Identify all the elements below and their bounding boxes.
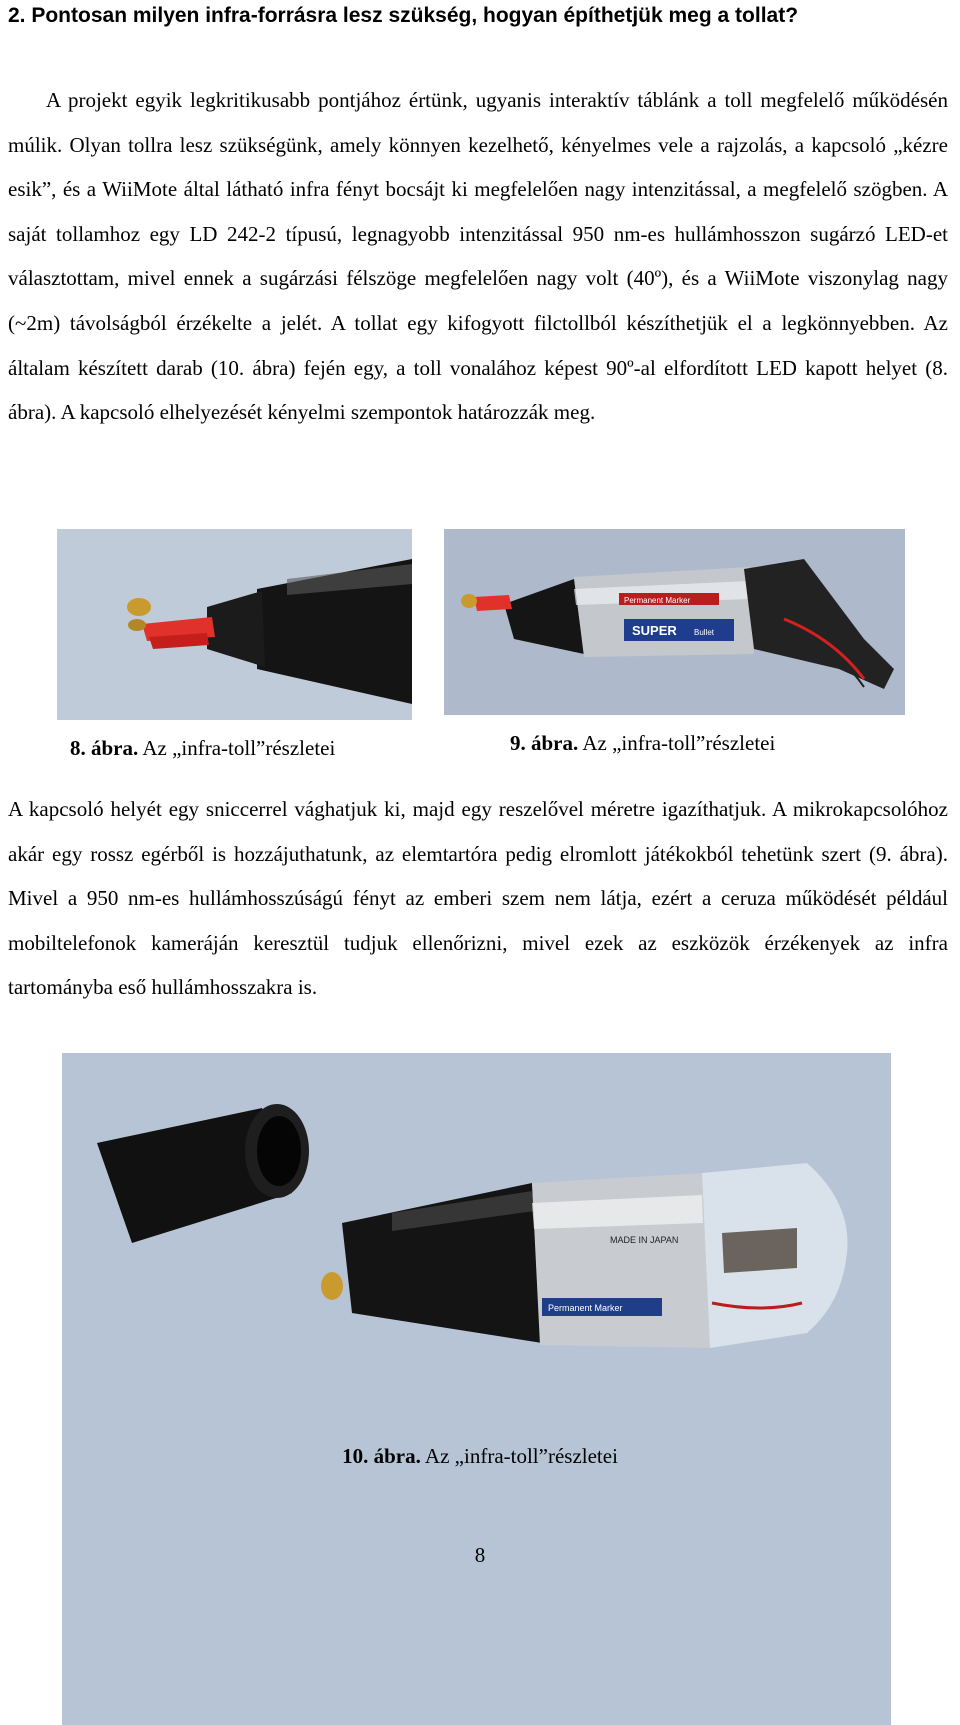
figure-10-label2: Permanent Marker [548, 1303, 623, 1313]
figure-8-photo [57, 529, 412, 720]
figure-8-caption [70, 736, 335, 761]
figure-10-number: 10. ábra. [342, 1444, 421, 1468]
figure-9-caption [510, 731, 775, 756]
figure-10-picture [62, 1053, 891, 1725]
section-heading: 2. Pontosan milyen infra-forrásra lesz szükség, hogyan építhetjük meg a tollat? [8, 4, 799, 27]
intro-paragraph: A projekt egyik legkritikusabb pontjához értünk, ugyanis interaktív táblánk a toll megfelelő működésén múlik. Olyan tollra lesz szükségünk, amely könnyen kezelhető, kényelmes vele a rajzolás, a kapcsoló „kézre esik”, és a WiiMote által látható infra fényt bocsájt ki megfelelően nagy intenzitással, a megfelelő szögben. A saját tollamhoz egy LD 242-2 típusú, legnagyobb intenzitással 950 nm-es hullámhosszon sugárzó LED-et választottam, mivel ennek a sugárzási félszöge megfelelően nagy volt (40º), és a WiiMote viszonylag nagy (~2m) távolságból érzékelte a jelét. A tollat egy kifogyott filctollból készíthetjük el a legkönnyebben. Az általam készített darab (10. ábra) fején egy, a toll vonalához képest 90º-al elfordított LED kapott helyet (8. ábra). A kapcsoló elhelyezését kényelmi szempontok határozzák meg. [8, 88, 948, 425]
figure-10-caption [0, 1444, 960, 1469]
figure-9-bullet-text: Bullet [694, 628, 715, 637]
figure-9-photo [444, 529, 905, 715]
page-number: 8 [474, 1543, 486, 1567]
figure-10-label1: MADE IN JAPAN [610, 1235, 679, 1245]
figure-8-caption-text: Az „infra-toll”részletei [138, 736, 336, 760]
figure-9-brand-text: SUPER [632, 623, 677, 638]
figure-10-caption-text: Az „infra-toll”részletei [420, 1444, 618, 1468]
figure-8-number: 8. ábra. [70, 736, 139, 760]
figure-9-caption-text: Az „infra-toll”részletei [578, 731, 776, 755]
figure-9-sub-text: Permanent Marker [624, 596, 691, 605]
figure-9-number: 9. ábra. [510, 731, 579, 755]
second-paragraph: A kapcsoló helyét egy sniccerrel vághatjuk ki, majd egy reszelővel méretre igazíthatjuk. A mikrokapcsolóhoz akár egy rossz egérből is hozzájuthatunk, az elemtartóra pedig elromlott játékokból tehetünk szert (9. ábra). Mivel a 950 nm-es hullámhosszúságú fényt az emberi szem nem látja, ezért a ceruza működését például mobiltelefonok kameráján keresztül tudjuk ellenőrizni, mivel ezek az eszközök érzékenyek az infra tartományba eső hullámhosszakra is. [8, 797, 948, 1000]
